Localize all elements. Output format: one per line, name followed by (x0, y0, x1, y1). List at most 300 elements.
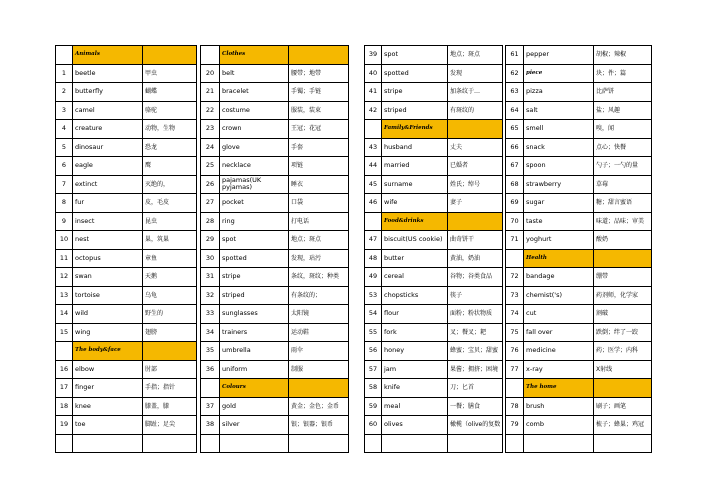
row-number-cell: 4 (56, 120, 73, 139)
meaning-cell: 服装，装束 (289, 101, 349, 120)
vocab-row (201, 101, 349, 120)
word-cell: olives (382, 416, 448, 435)
row-number-cell (56, 342, 73, 361)
row-number-cell (506, 249, 524, 268)
word-cell: crown (220, 120, 289, 139)
vocab-row (365, 175, 503, 194)
word-cell: husband (382, 138, 448, 157)
word-cell: necklace (220, 157, 289, 176)
word-cell: striped (382, 101, 448, 120)
word-cell: extinct (73, 175, 143, 194)
meaning-cell: 块；件；篇 (594, 64, 652, 83)
meaning-cell: 药；医学；内科 (594, 342, 652, 361)
vocab-table-4 (505, 45, 652, 453)
meaning-cell: 条纹，斑纹；种类 (289, 268, 349, 287)
meaning-cell: 嗅，闻 (594, 120, 652, 139)
word-cell: spotted (220, 249, 289, 268)
meaning-cell: 骆驼 (143, 101, 197, 120)
meaning-cell: 发现，玷污 (289, 249, 349, 268)
word-cell: chopsticks (382, 286, 448, 305)
word-cell: pajamas(UK pyjamas) (220, 175, 289, 194)
meaning-cell: 丈夫 (448, 138, 503, 157)
vocab-row (365, 231, 503, 250)
word-cell: fur (73, 194, 143, 213)
row-number-cell: 48 (365, 249, 382, 268)
row-number-cell: 1 (56, 64, 73, 83)
row-number-cell: 44 (365, 157, 382, 176)
row-number-cell: 20 (201, 64, 220, 83)
row-number-cell: 26 (201, 175, 220, 194)
meaning-cell: X射线 (594, 360, 652, 379)
vocab-row (506, 212, 652, 231)
blank-row (56, 434, 197, 453)
vocab-row (506, 138, 652, 157)
row-number-cell: 27 (201, 194, 220, 213)
row-number-cell: 56 (365, 342, 382, 361)
vocab-row (56, 323, 197, 342)
word-cell: chemist('s) (524, 286, 594, 305)
word-cell: smell (524, 120, 594, 139)
word-cell: wing (73, 323, 143, 342)
word-cell: spot (382, 46, 448, 65)
meaning-cell (143, 46, 197, 65)
vocab-row (56, 175, 197, 194)
meaning-cell: 酸奶 (594, 231, 652, 250)
row-number-cell: 68 (506, 175, 524, 194)
meaning-cell (448, 434, 503, 453)
row-number-cell: 62 (506, 64, 524, 83)
word-cell: butter (382, 249, 448, 268)
meaning-cell: 王冠；花冠 (289, 120, 349, 139)
meaning-cell: 已婚者 (448, 157, 503, 176)
word-cell: stripe (382, 83, 448, 102)
vocab-row (506, 64, 652, 83)
word-cell: bracelet (220, 83, 289, 102)
vocab-row (201, 64, 349, 83)
vocab-row (506, 231, 652, 250)
word-cell: butterfly (73, 83, 143, 102)
vocab-row (506, 416, 652, 435)
category-header-row (365, 120, 503, 139)
vocab-row (56, 101, 197, 120)
word-cell: surname (382, 175, 448, 194)
meaning-cell: 谷物；谷类食品 (448, 268, 503, 287)
row-number-cell: 7 (56, 175, 73, 194)
vocab-row (201, 397, 349, 416)
word-cell (524, 434, 594, 453)
vocab-row (365, 194, 503, 213)
word-cell: dinosaur (73, 138, 143, 157)
meaning-cell: 妻子 (448, 194, 503, 213)
category-header-row (56, 46, 197, 65)
meaning-cell: 蜂蜜；宝贝；甜蜜 (448, 342, 503, 361)
vocab-row (56, 379, 197, 398)
word-cell: wild (73, 305, 143, 324)
meaning-cell: 银；银器；银币 (289, 416, 349, 435)
meaning-cell: 运动鞋 (289, 323, 349, 342)
word-cell: pizza (524, 83, 594, 102)
word-cell: brush (524, 397, 594, 416)
category-title-cell: Family&Friends (382, 120, 448, 139)
row-number-cell: 60 (365, 416, 382, 435)
category-header-row (56, 342, 197, 361)
meaning-cell: 盐；风趣 (594, 101, 652, 120)
row-number-cell: 61 (506, 46, 524, 65)
vocab-row (201, 194, 349, 213)
meaning-cell: 味道；品味；审美 (594, 212, 652, 231)
vocab-row (56, 397, 197, 416)
word-cell: octopus (73, 249, 143, 268)
vocab-row (201, 286, 349, 305)
row-number-cell: 28 (201, 212, 220, 231)
vocab-row (201, 416, 349, 435)
row-number-cell: 38 (201, 416, 220, 435)
row-number-cell: 67 (506, 157, 524, 176)
meaning-cell: 勺子；一勺的量 (594, 157, 652, 176)
meaning-cell: 皮，毛皮 (143, 194, 197, 213)
vocab-row (365, 379, 503, 398)
word-cell: taste (524, 212, 594, 231)
vocab-row (365, 323, 503, 342)
row-number-cell: 57 (365, 360, 382, 379)
row-number-cell: 41 (365, 83, 382, 102)
vocab-row (201, 360, 349, 379)
vocab-row (365, 397, 503, 416)
vocab-row (201, 305, 349, 324)
row-number-cell: 32 (201, 286, 220, 305)
meaning-cell: 乌龟 (143, 286, 197, 305)
meaning-cell: 雨伞 (289, 342, 349, 361)
vocab-row (56, 231, 197, 250)
vocab-row (506, 157, 652, 176)
meaning-cell: 肘部 (143, 360, 197, 379)
vocab-row (56, 64, 197, 83)
meaning-cell: 天鹅 (143, 268, 197, 287)
word-cell: nest (73, 231, 143, 250)
meaning-cell (289, 379, 349, 398)
meaning-cell: 有条纹的； (289, 286, 349, 305)
row-number-cell: 65 (506, 120, 524, 139)
word-cell (220, 434, 289, 453)
meaning-cell: 黄油，奶油 (448, 249, 503, 268)
row-number-cell: 22 (201, 101, 220, 120)
vocab-row (56, 138, 197, 157)
row-number-cell (201, 46, 220, 65)
meaning-cell: 制服 (289, 360, 349, 379)
word-cell: trainers (220, 323, 289, 342)
vocab-row (365, 305, 503, 324)
word-cell: eagle (73, 157, 143, 176)
vocab-row (201, 231, 349, 250)
word-cell: glove (220, 138, 289, 157)
meaning-cell: 比萨饼 (594, 83, 652, 102)
word-cell: ring (220, 212, 289, 231)
row-number-cell: 55 (365, 323, 382, 342)
row-number-cell: 13 (56, 286, 73, 305)
row-number-cell: 39 (365, 46, 382, 65)
meaning-cell: 一餐；膳食 (448, 397, 503, 416)
vocab-row (56, 416, 197, 435)
meaning-cell: 巢，筑巢 (143, 231, 197, 250)
word-cell: married (382, 157, 448, 176)
meaning-cell: 姓氏；绰号 (448, 175, 503, 194)
meaning-cell: 草莓 (594, 175, 652, 194)
meaning-cell (448, 212, 503, 231)
row-number-cell: 30 (201, 249, 220, 268)
vocab-row (56, 360, 197, 379)
meaning-cell: 跌倒；绊了一跤 (594, 323, 652, 342)
word-cell: costume (220, 101, 289, 120)
row-number-cell (56, 434, 73, 453)
meaning-cell: 梳子；蜂巢；鸡冠 (594, 416, 652, 435)
category-header-row (365, 212, 503, 231)
vocab-table-2 (200, 45, 349, 453)
row-number-cell (365, 212, 382, 231)
vocab-row (56, 83, 197, 102)
category-title-cell: The body&face (73, 342, 143, 361)
word-cell: medicine (524, 342, 594, 361)
vocab-row (365, 83, 503, 102)
category-title-cell: The home (524, 379, 594, 398)
row-number-cell: 71 (506, 231, 524, 250)
word-cell: pocket (220, 194, 289, 213)
vocab-row (506, 194, 652, 213)
row-number-cell: 15 (56, 323, 73, 342)
word-cell: biscuit(US cookie) (382, 231, 448, 250)
vocab-row (56, 249, 197, 268)
row-number-cell: 76 (506, 342, 524, 361)
vocab-row (506, 83, 652, 102)
row-number-cell: 73 (506, 286, 524, 305)
meaning-cell: 曲奇饼干 (448, 231, 503, 250)
meaning-cell: 昆虫 (143, 212, 197, 231)
vocab-row (506, 323, 652, 342)
row-number-cell: 5 (56, 138, 73, 157)
word-cell: insect (73, 212, 143, 231)
category-title-cell: Food&drinks (382, 212, 448, 231)
row-number-cell: 43 (365, 138, 382, 157)
vocab-row (201, 268, 349, 287)
vocab-row (506, 360, 652, 379)
row-number-cell: 36 (201, 360, 220, 379)
vocab-row (201, 342, 349, 361)
meaning-cell: 口袋 (289, 194, 349, 213)
row-number-cell (506, 434, 524, 453)
row-number-cell: 79 (506, 416, 524, 435)
vocab-row (56, 268, 197, 287)
meaning-cell: 面粉；粉状物质 (448, 305, 503, 324)
meaning-cell: 睡衣 (289, 175, 349, 194)
row-number-cell: 21 (201, 83, 220, 102)
meaning-cell: 点心；快餐 (594, 138, 652, 157)
row-number-cell: 47 (365, 231, 382, 250)
row-number-cell: 78 (506, 397, 524, 416)
word-cell: tortoise (73, 286, 143, 305)
word-cell: uniform (220, 360, 289, 379)
word-cell: belt (220, 64, 289, 83)
word-cell: silver (220, 416, 289, 435)
vocab-row (506, 342, 652, 361)
row-number-cell: 46 (365, 194, 382, 213)
row-number-cell (365, 434, 382, 453)
meaning-cell: 绷带 (594, 268, 652, 287)
meaning-cell: 脚趾；足尖 (143, 416, 197, 435)
word-cell: x-ray (524, 360, 594, 379)
meaning-cell: 发现 (448, 64, 503, 83)
row-number-cell: 8 (56, 194, 73, 213)
meaning-cell: 胡椒；辣椒 (594, 46, 652, 65)
meaning-cell: 筷子 (448, 286, 503, 305)
meaning-cell: 章鱼 (143, 249, 197, 268)
meaning-cell: 果酱；拥挤；困境 (448, 360, 503, 379)
word-cell: wife (382, 194, 448, 213)
row-number-cell (365, 120, 382, 139)
vocab-row (56, 305, 197, 324)
meaning-cell: 加条纹于… (448, 83, 503, 102)
vocab-row (365, 138, 503, 157)
vocab-row (56, 120, 197, 139)
row-number-cell: 49 (365, 268, 382, 287)
word-cell: gold (220, 397, 289, 416)
meaning-cell: 野生的 (143, 305, 197, 324)
vocab-row (56, 194, 197, 213)
meaning-cell (143, 434, 197, 453)
meaning-cell: 有斑纹的 (448, 101, 503, 120)
meaning-cell: 灭绝的， (143, 175, 197, 194)
vocab-row (365, 286, 503, 305)
word-cell: spot (220, 231, 289, 250)
row-number-cell: 40 (365, 64, 382, 83)
word-cell: fall over (524, 323, 594, 342)
word-cell: snack (524, 138, 594, 157)
meaning-cell: 甲虫 (143, 64, 197, 83)
row-number-cell (56, 46, 73, 65)
meaning-cell: 橄榄（olive的复数 (448, 416, 503, 435)
row-number-cell: 59 (365, 397, 382, 416)
row-number-cell: 42 (365, 101, 382, 120)
row-number-cell: 12 (56, 268, 73, 287)
row-number-cell: 75 (506, 323, 524, 342)
vocab-row (365, 46, 503, 65)
word-cell: honey (382, 342, 448, 361)
meaning-cell: 项链 (289, 157, 349, 176)
category-title-cell: Health (524, 249, 594, 268)
word-cell: knife (382, 379, 448, 398)
word-cell: camel (73, 101, 143, 120)
row-number-cell (506, 379, 524, 398)
word-cell: striped (220, 286, 289, 305)
row-number-cell: 17 (56, 379, 73, 398)
word-cell: jam (382, 360, 448, 379)
vocab-table-3 (364, 45, 503, 453)
meaning-cell: 糖；甜言蜜语 (594, 194, 652, 213)
vocab-row (506, 46, 652, 65)
vocab-row (201, 175, 349, 194)
meaning-cell: 地点；斑点 (289, 231, 349, 250)
meaning-cell: 割破 (594, 305, 652, 324)
meaning-cell: 蝴蝶 (143, 83, 197, 102)
word-cell: cut (524, 305, 594, 324)
category-header-row (201, 46, 349, 65)
meaning-cell (594, 379, 652, 398)
word-cell: flour (382, 305, 448, 324)
word-cell: sunglasses (220, 305, 289, 324)
meaning-cell: 动物，生物 (143, 120, 197, 139)
row-number-cell: 14 (56, 305, 73, 324)
word-cell: finger (73, 379, 143, 398)
meaning-cell: 药剂师，化学家 (594, 286, 652, 305)
row-number-cell: 64 (506, 101, 524, 120)
row-number-cell: 74 (506, 305, 524, 324)
meaning-cell: 地点；斑点 (448, 46, 503, 65)
row-number-cell: 58 (365, 379, 382, 398)
blank-row (201, 434, 349, 453)
row-number-cell: 31 (201, 268, 220, 287)
row-number-cell: 77 (506, 360, 524, 379)
row-number-cell: 37 (201, 397, 220, 416)
vocab-row (56, 286, 197, 305)
meaning-cell (143, 342, 197, 361)
row-number-cell: 6 (56, 157, 73, 176)
meaning-cell: 黄金；金色；金币 (289, 397, 349, 416)
row-number-cell: 70 (506, 212, 524, 231)
word-cell: sugar (524, 194, 594, 213)
meaning-cell: 手镯；手链 (289, 83, 349, 102)
vocab-row (201, 249, 349, 268)
row-number-cell: 23 (201, 120, 220, 139)
word-cell: piece (524, 64, 594, 83)
vocab-row (365, 101, 503, 120)
vocab-row (56, 212, 197, 231)
vocab-row (506, 305, 652, 324)
meaning-cell: 膝盖，膝 (143, 397, 197, 416)
word-cell: toe (73, 416, 143, 435)
word-cell (382, 434, 448, 453)
word-cell: fork (382, 323, 448, 342)
row-number-cell: 66 (506, 138, 524, 157)
vocab-row (365, 249, 503, 268)
row-number-cell: 18 (56, 397, 73, 416)
meaning-cell (448, 120, 503, 139)
vocab-row (506, 268, 652, 287)
word-cell: umbrella (220, 342, 289, 361)
row-number-cell: 19 (56, 416, 73, 435)
row-number-cell: 25 (201, 157, 220, 176)
vocab-row (506, 286, 652, 305)
vocab-row (365, 360, 503, 379)
vocab-row (506, 120, 652, 139)
word-cell: spoon (524, 157, 594, 176)
meaning-cell: 刷子；画笔 (594, 397, 652, 416)
vocab-row (201, 212, 349, 231)
word-cell: salt (524, 101, 594, 120)
row-number-cell: 35 (201, 342, 220, 361)
word-cell: bandage (524, 268, 594, 287)
row-number-cell: 33 (201, 305, 220, 324)
row-number-cell: 16 (56, 360, 73, 379)
category-title-cell: Colours (220, 379, 289, 398)
meaning-cell: 叉；餐叉；耙 (448, 323, 503, 342)
meaning-cell (594, 434, 652, 453)
vocab-row (365, 416, 503, 435)
row-number-cell: 3 (56, 101, 73, 120)
row-number-cell: 54 (365, 305, 382, 324)
word-cell: knee (73, 397, 143, 416)
meaning-cell (594, 249, 652, 268)
word-cell: creature (73, 120, 143, 139)
row-number-cell: 29 (201, 231, 220, 250)
row-number-cell (201, 434, 220, 453)
